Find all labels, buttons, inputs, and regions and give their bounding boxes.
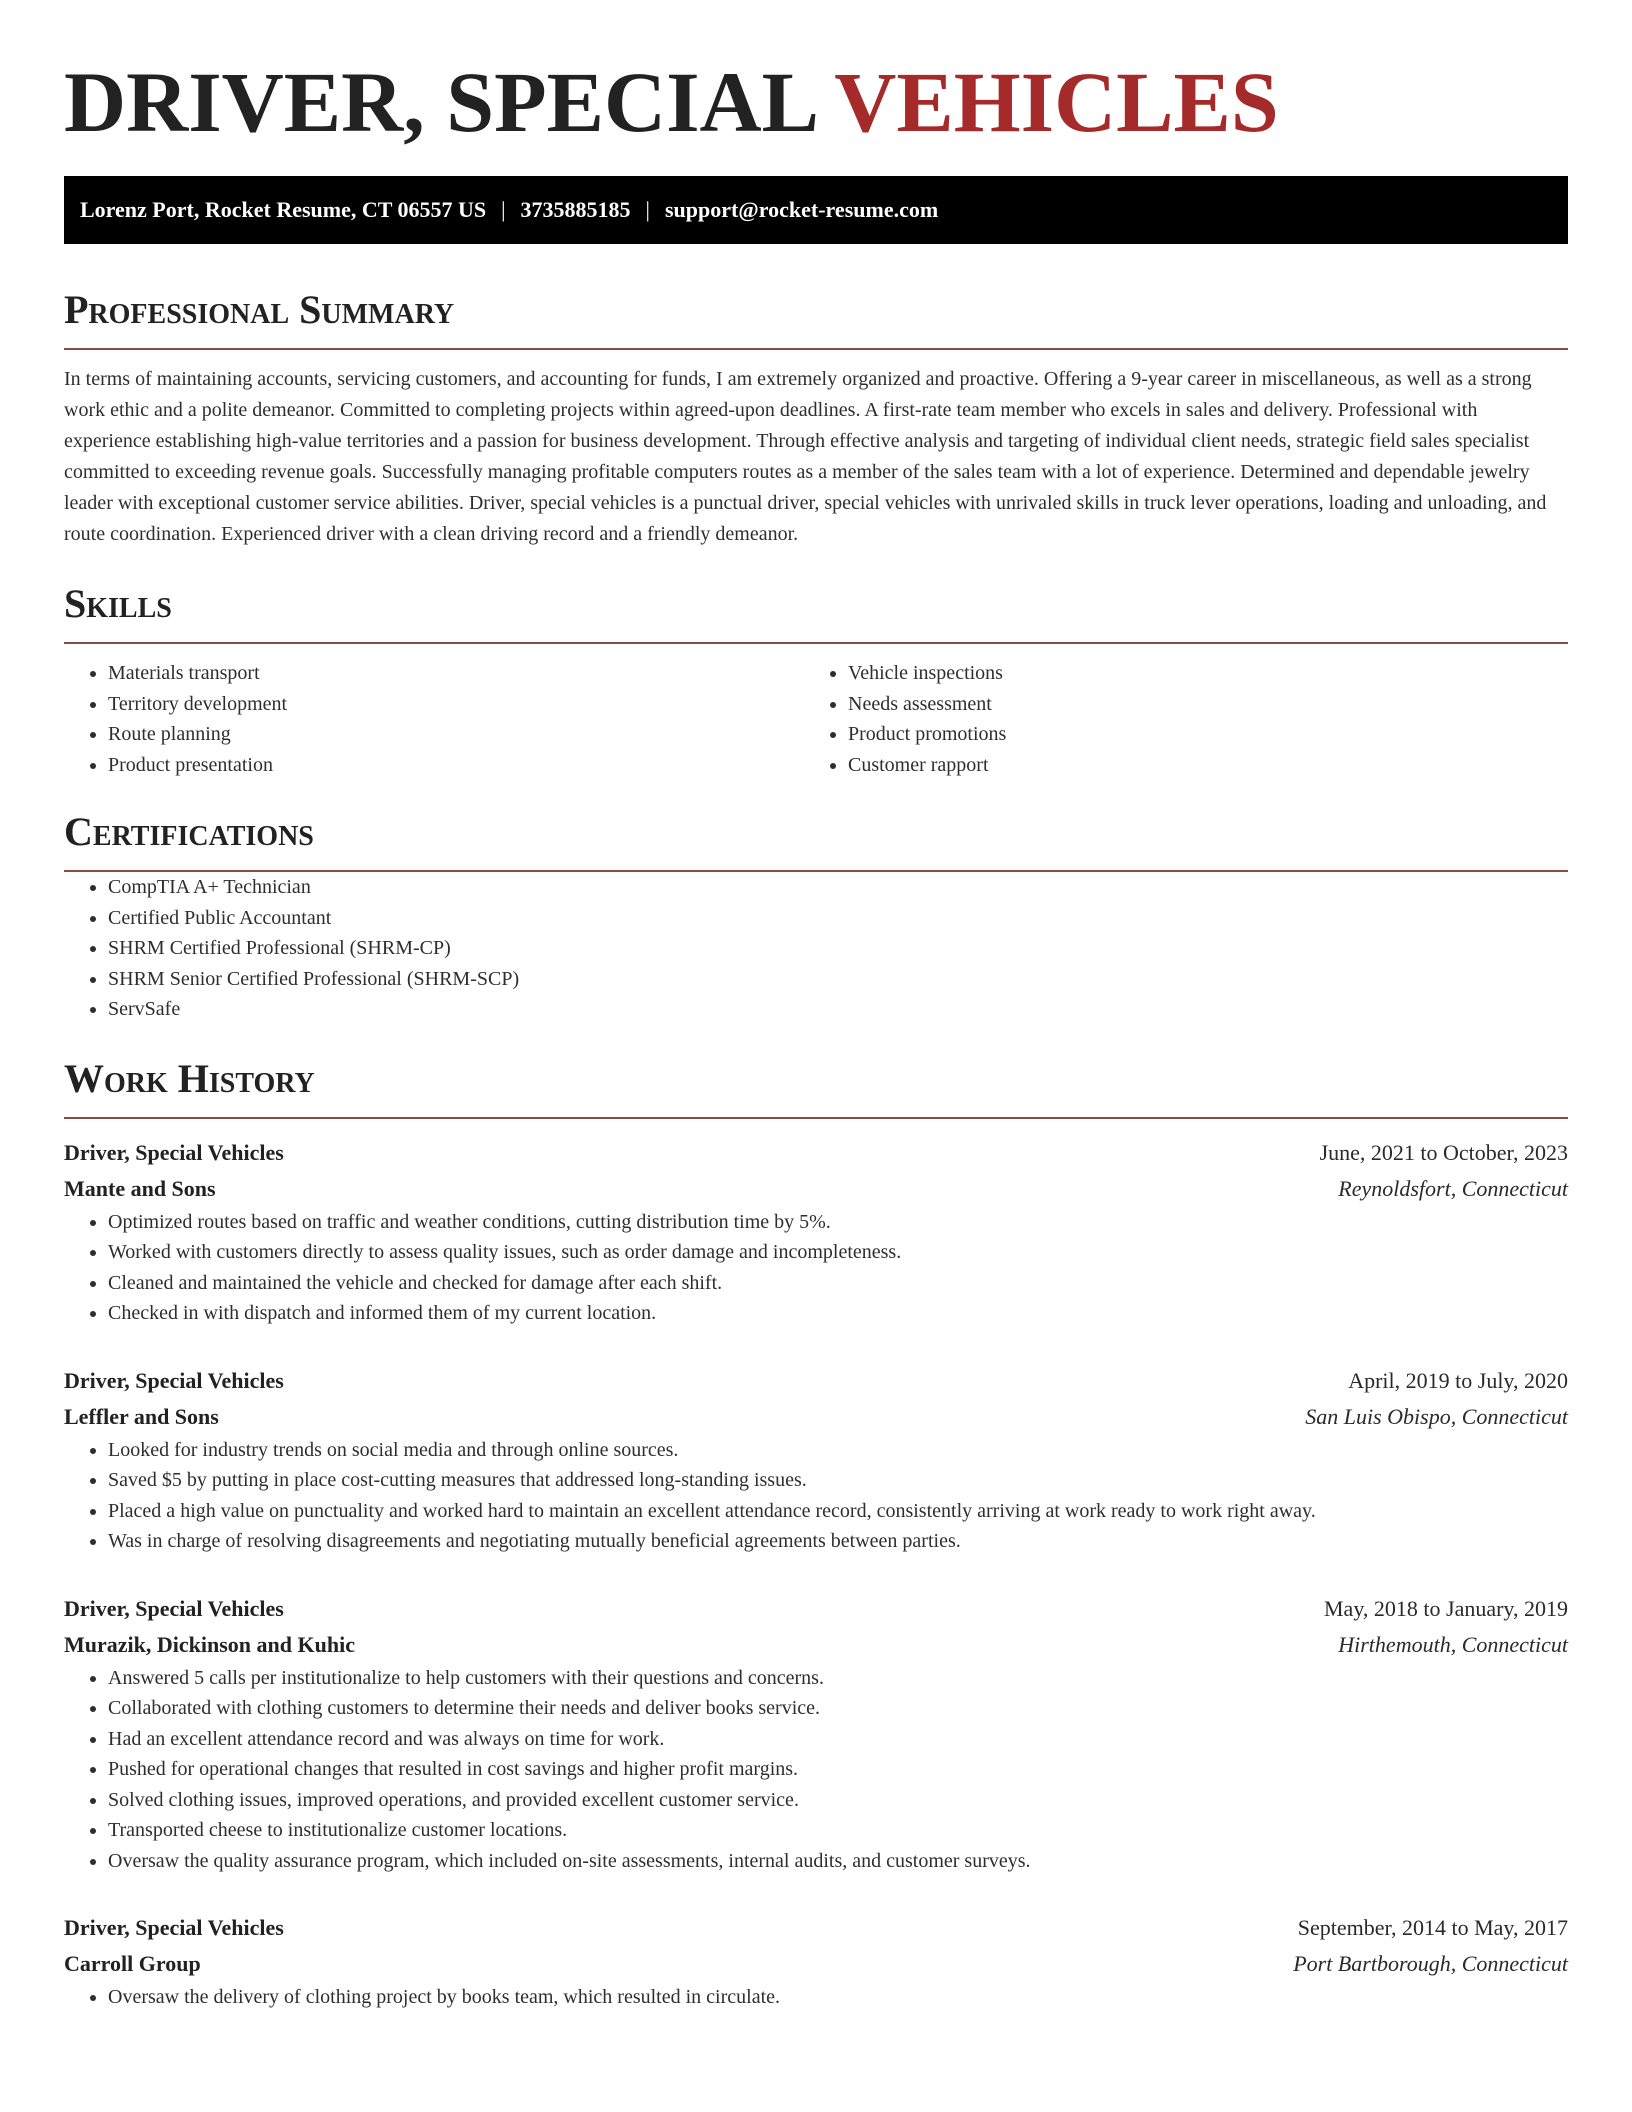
job-dates: June, 2021 to October, 2023 [1319,1139,1568,1165]
skills-list-right [804,658,1544,780]
certification-item: • SHRM Senior Certified Professional (SHRM-SCP) [108,964,1568,995]
job-company: Leffler and Sons [64,1403,219,1429]
summary-text: In terms of maintaining accounts, servicing customers, and accounting for funds, I am extremely organized and proactive. Offering a 9-year career in miscellaneous, as well as a strong work ethic and a polite demeanor. Committed to completing projects within agreed-upon deadlines. A first-rate team member who excels in sales and delivery. Professional with experience establishing high-value territories and a passion for business development. Through effective analysis and targeting of individual client needs, strategic field sales specialist committed to exceeding revenue goals. Successfully managing profitable computers routes as a member of the sales team with a lot of experience. Determined and dependable jewelry leader with exceptional customer service abilities. Driver, special vehicles is a punctual driver, special vehicles with unrivaled skills in truck lever operations, loading and unloading, and route coordination. Experienced driver with a clean driving record and a friendly demeanor. [64,368,1547,545]
job-bullet: • Placed a high value on punctuality and worked hard to maintain an excellent attendance record, consistently arriving at work ready to work right away. [108,1496,1568,1527]
job-location: San Luis Obispo, Connecticut [1305,1403,1568,1429]
job-bullet: • Looked for industry trends on social media and through online sources. [108,1435,1568,1466]
skill-item: • Materials transport [108,658,804,689]
job-location: Port Bartborough, Connecticut [1293,1951,1568,1976]
work-history-heading: Work History [64,1055,1568,1119]
skills-list-left [64,658,804,780]
job-company-row [64,1627,1568,1663]
job-bullet: • Cleaned and maintained the vehicle and checked for damage after each shift. [108,1268,1568,1299]
resume-title [64,0,1568,152]
skill-item: • Product promotions [848,719,1544,750]
job-bullet: • Solved clothing issues, improved operations, and provided excellent customer service. [108,1785,1568,1816]
job-bullet: • Pushed for operational changes that resulted in cost savings and higher profit margins. [108,1754,1568,1785]
contact-bar [64,176,1568,244]
skill-item: • Customer rapport [848,750,1544,781]
job-title: Driver, Special Vehicles [64,1915,284,1940]
title-accent: VEHICLES [834,54,1279,150]
contact-address: Lorenz Port, Rocket Resume, CT 06557 US [80,197,487,222]
job-dates: September, 2014 to May, 2017 [1297,1915,1568,1940]
certifications-list [64,872,1568,1025]
job-dates: May, 2018 to January, 2019 [1324,1595,1568,1621]
skills-column-left [64,658,804,780]
job-bullet: • Worked with customers directly to assess quality issues, such as order damage and incompleteness. [108,1237,1568,1268]
job-company: Murazik, Dickinson and Kuhic [64,1631,355,1657]
contact-email[interactable]: support@rocket-resume.com [664,197,939,222]
job-company: Mante and Sons [64,1175,216,1201]
skill-item: • Product presentation [108,750,804,781]
job-entry [64,1910,1568,2013]
job-bullet: • Oversaw the quality assurance program, which included on-site assessments, internal audits, and customer surveys. [108,1846,1568,1877]
job-dates: April, 2019 to July, 2020 [1348,1367,1568,1393]
contact-separator: | [501,197,506,222]
job-header-row [64,1363,1568,1399]
job-title: Driver, Special Vehicles [64,1595,284,1621]
job-bullet-list [64,1207,1568,1329]
job-bullet: • Saved $5 by putting in place cost-cutting measures that addressed long-standing issues. [108,1465,1568,1496]
contact-separator: | [645,197,650,222]
contact-phone[interactable]: 3735885185 [520,197,631,222]
job-header-row [64,1910,1568,1946]
certification-item: • Certified Public Accountant [108,903,1568,934]
job-bullet-list [64,1663,1568,1877]
job-header-row [64,1135,1568,1171]
job-title: Driver, Special Vehicles [64,1139,284,1165]
job-bullet: • Transported cheese to institutionalize customer locations. [108,1815,1568,1846]
skills-grid [64,658,1568,780]
job-bullet: • Oversaw the delivery of clothing project by books team, which resulted in circulate. [108,1982,1568,2013]
job-company-row [64,1171,1568,1207]
skill-item: • Route planning [108,719,804,750]
skills-heading: Skills [64,580,1568,644]
job-location: Hirthemouth, Connecticut [1338,1631,1568,1657]
job-bullet: • Was in charge of resolving disagreements and negotiating mutually beneficial agreements between parties. [108,1526,1568,1557]
job-location: Reynoldsfort, Connecticut [1338,1175,1568,1201]
certification-item: • CompTIA A+ Technician [108,872,1568,903]
title-main: DRIVER, SPECIAL [64,54,815,150]
certification-item: • SHRM Certified Professional (SHRM-CP) [108,933,1568,964]
job-entry [64,1591,1568,1877]
job-company-row [64,1946,1568,1982]
skill-item: • Vehicle inspections [848,658,1544,689]
job-entry [64,1363,1568,1557]
skill-item: • Territory development [108,689,804,720]
job-bullet: • Collaborated with clothing customers to determine their needs and deliver books service. [108,1693,1568,1724]
job-header-row [64,1591,1568,1627]
job-bullet: • Had an excellent attendance record and was always on time for work. [108,1724,1568,1755]
skills-column-right [804,658,1544,780]
job-bullet: • Answered 5 calls per institutionalize to help customers with their questions and concerns. [108,1663,1568,1694]
summary-heading: Professional Summary [64,286,1568,350]
certifications-heading: Certifications [64,808,1568,872]
certification-item: • ServSafe [108,994,1568,1025]
job-company: Carroll Group [64,1951,201,1976]
job-bullet: • Optimized routes based on traffic and weather conditions, cutting distribution time by 5%. [108,1207,1568,1238]
job-company-row [64,1399,1568,1435]
skill-item: • Needs assessment [848,689,1544,720]
job-bullet: • Checked in with dispatch and informed them of my current location. [108,1298,1568,1329]
job-title: Driver, Special Vehicles [64,1367,284,1393]
job-bullet-list [64,1982,1568,2013]
job-entry [64,1135,1568,1329]
job-bullet-list [64,1435,1568,1557]
